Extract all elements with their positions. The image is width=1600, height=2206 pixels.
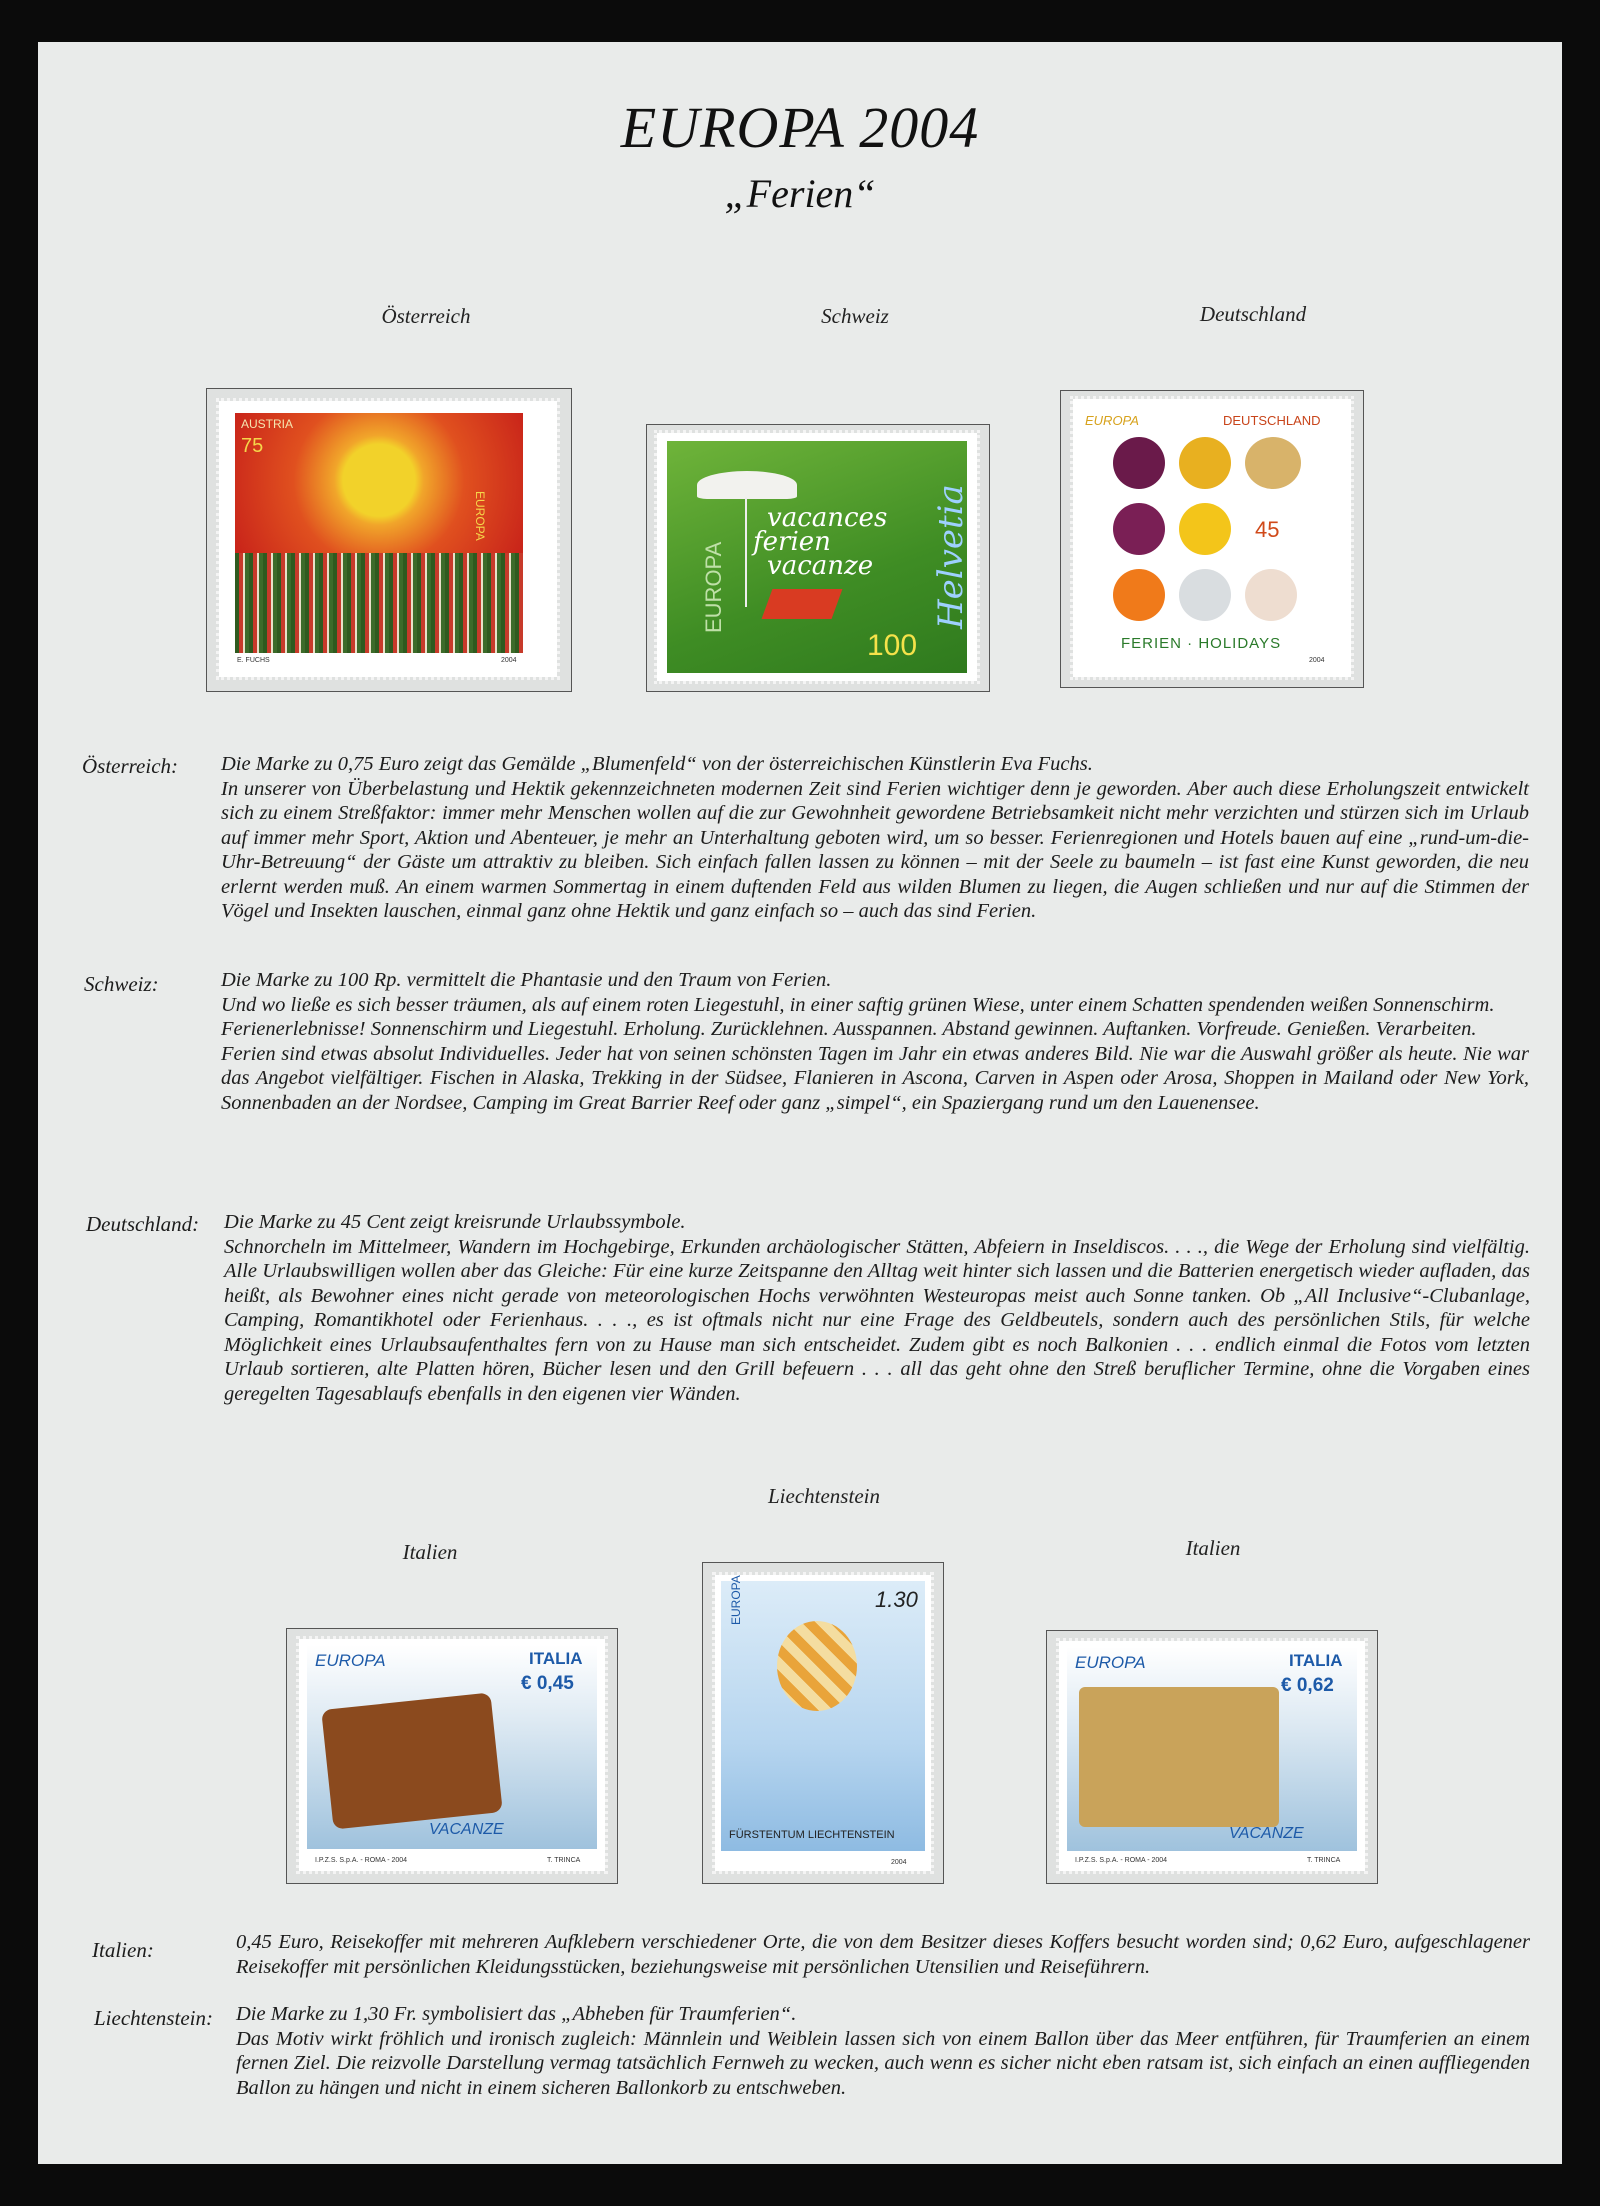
deutschland-line-1: Die Marke zu 45 Cent zeigt kreisrunde Urlaubssymbole. xyxy=(224,1211,686,1233)
stamp-germany-value: 45 xyxy=(1255,517,1280,542)
stamp-switzerland-country: Helvetia xyxy=(931,484,971,629)
liechtenstein-line-2: Das Motiv wirkt fröhlich und ironisch zugleich: Männlein und Weiblein lassen sich von einem Ballon über das Meer entführen, für Traumferien an einem fernen Ziel. Die reizvolle Darstellung vermag tatsächlich Fernweh zu wecken, auch wenn es sicher nicht eben ratsam ist, sich einfach an einen auffliegenden Ballon zu hängen und nicht in einem sicheren Ballonkorb zu entschweben. xyxy=(236,2027,1530,2099)
open-suitcase xyxy=(1079,1687,1279,1827)
stamp-italy-1-caption: VACANZE xyxy=(429,1821,504,1838)
compass-circle xyxy=(1179,569,1231,621)
stamp-italy-1-country: ITALIA xyxy=(529,1649,583,1668)
stamp-italy-1-artist: T. TRINCA xyxy=(547,1857,581,1864)
lens-circle xyxy=(1113,503,1165,555)
stamp-italy-1-europa: EUROPA xyxy=(315,1651,386,1670)
stamp-germany-year: 2004 xyxy=(1309,657,1325,664)
stamp-italy-2-caption: VACANZE xyxy=(1229,1825,1304,1842)
schweiz-line-4: Ferien sind etwas absolut Individuelles. Jeder hat von seinen schönsten Tagen im Jahr ein etwas anderes Bild. Nie war die Auswahl größer als heute. Nie war das Angebot vielfältiger. Fischen in Alaska, Trekking in der Südsee, Flanieren in Ascona, Carven in Aspen oder Arosa, Shoppen in Mailand oder New York, Sonnenbaden an der Nordsee, Camping im Great Barrier Reef oder ganz „simpel“, ein Spaziergang rund um den Lauenensee. xyxy=(221,1042,1529,1114)
stamp-liechtenstein-image xyxy=(721,1581,925,1851)
stamp-mount-austria xyxy=(206,388,572,692)
country-label-italien-2: Italien xyxy=(1185,1536,1241,1560)
stamp-italy-1-value: € 0,45 xyxy=(521,1673,574,1694)
section-text-liechtenstein xyxy=(236,2002,1530,2100)
stamp-mount-germany xyxy=(1060,390,1364,688)
italien-line-1: 0,45 Euro, Reisekoffer mit mehreren Aufklebern verschiedener Orte, die von dem Besitzer dieses Koffers besucht worden sind; 0,62 Euro, aufgeschlagener Reisekoffer mit persönlichen Kleidungsstücken, beziehungsweise mit persönlichen Utensilien und Reiseführern. xyxy=(236,1931,1530,1978)
oesterreich-line-2: In unserer von Überbelastung und Hektik gekennzeichneten modernen Zeit sind Ferien wichtiger denn je geworden. Aber auch diese Erholungszeit entwickelt sich zu einem Streßfaktor: immer mehr Menschen wollen auf die zur Gewohnheit gewordene Betriebsamkeit nicht mehr verzichten und stürzen sich im Urlaub auf immer mehr Sport, Aktion und Abenteuer, je mehr an Unterhaltung geboten wird, um so besser. Ferienregionen und Hotels bauen auf eine „rund-um-die-Uhr-Betreuung“ der Gäste um attraktiv zu bleiben. Sich einfach fallen lassen zu können – mit der Seele zu baumeln – ist fast eine Kunst geworden, die neu erlernt werden muß. An einem warmen Sommertag in einem duftenden Feld aus wilden Blumen zu liegen, die Augen schließen und nur auf die Stimmen der Vögel und Insekten lauschen, einmal ganz ohne Hektik und ganz einfach so – auch das sind Ferien. xyxy=(221,777,1529,922)
stamp-mount-italy-1 xyxy=(286,1628,618,1884)
schweiz-line-1: Die Marke zu 100 Rp. vermittelt die Phantasie und den Traum von Ferien. xyxy=(221,969,832,991)
stamp-italy-2-artist: T. TRINCA xyxy=(1307,1857,1341,1864)
section-label-deutschland: Deutschland: xyxy=(86,1212,200,1236)
stamp-switzerland-line1: vacances xyxy=(767,503,888,533)
section-label-italien: Italien: xyxy=(92,1938,154,1962)
stamp-austria-value: 75 xyxy=(241,435,264,457)
parasol xyxy=(697,471,797,499)
stamp-switzerland-value: 100 xyxy=(867,629,918,662)
stamp-germany xyxy=(1073,399,1351,677)
stamp-italy-2-value: € 0,62 xyxy=(1281,1675,1334,1696)
ice-cream-circle xyxy=(1245,569,1297,621)
stamp-liechtenstein xyxy=(715,1575,931,1871)
stamp-austria-europa: EUROPA xyxy=(473,491,487,541)
stamp-italy-2-country: ITALIA xyxy=(1289,1651,1343,1670)
sunglasses-circle xyxy=(1113,437,1165,489)
page-subtitle: „Ferien“ xyxy=(724,171,876,216)
orange-circle xyxy=(1113,569,1165,621)
stamp-italy-2-printer: I.P.Z.S. S.p.A. - ROMA - 2004 xyxy=(1075,1857,1168,1864)
beach-ball-circle xyxy=(1179,437,1231,489)
straw-hat-circle xyxy=(1245,437,1301,489)
sunflower-circle xyxy=(1179,503,1231,555)
stamp-liechtenstein-caption: FÜRSTENTUM LIECHTENSTEIN xyxy=(729,1829,895,1841)
stamp-italy-2 xyxy=(1059,1641,1365,1871)
stamp-austria xyxy=(219,401,557,677)
schweiz-line-3: Ferienerlebnisse! Sonnenschirm und Liegestuhl. Erholung. Zurücklehnen. Ausspannen. Abstand gewinnen. Auftanken. Vorfreude. Genießen. Verarbeiten. xyxy=(221,1018,1477,1040)
section-label-oesterreich: Österreich: xyxy=(82,754,179,778)
stamp-austria-artist: E. FUCHS xyxy=(237,657,270,664)
stamp-mount-italy-2 xyxy=(1046,1630,1378,1884)
country-label-italien-1: Italien xyxy=(402,1540,458,1564)
section-label-liechtenstein: Liechtenstein: xyxy=(94,2006,213,2030)
stamp-liechtenstein-value: 1.30 xyxy=(875,1587,918,1612)
stamp-germany-country: DEUTSCHLAND xyxy=(1223,413,1321,428)
page-title: EUROPA 2004 xyxy=(620,95,980,160)
section-label-schweiz: Schweiz: xyxy=(84,972,159,996)
parasol-pole xyxy=(745,497,747,607)
stamp-italy-2-europa: EUROPA xyxy=(1075,1653,1146,1672)
schweiz-line-2: Und wo ließe es sich besser träumen, als auf einem roten Liegestuhl, in einer saftig grünen Wiese, unter einem Schatten spendenden weißen Sonnenschirm. xyxy=(221,993,1495,1016)
oesterreich-line-1: Die Marke zu 0,75 Euro zeigt das Gemälde „Blumenfeld“ von der österreichischen Künstlerin Eva Fuchs. xyxy=(221,753,1093,775)
stamp-austria-country: AUSTRIA xyxy=(241,417,294,431)
country-label-schweiz: Schweiz xyxy=(821,304,889,328)
balloon xyxy=(777,1621,857,1711)
deutschland-line-2: Schnorcheln im Mittelmeer, Wandern im Hochgebirge, Erkunden archäologischer Stätten, Abfeiern in Inseldiscos. . . ., die Wege der Erholung sind vielfältig. Alle Urlaubswilligen wollen aber das Gleiche: Für eine kurze Zeitspanne den Alltag weit hinter sich lassen und die Batterien energetisch wieder aufladen, das heißt, als Bewohner eines nicht gerade von meteorologischen Hochs verwöhnten Westeuropas meist auch Sonne tanken. Ob „All Inclusive“-Clubanlage, Camping, Romantikhotel oder Ferienhaus. . . ., es ist oftmals nicht nur eine Frage des Geldbeutels, sondern auch des persönlichen Stils, für welche Möglichkeit eines Urlaubsaufenthaltes fern von zu Hause man sich entscheidet. Zudem gibt es noch Balkonien . . . endlich einmal die Fotos vom letzten Urlaub sortieren, alte Platten hören, Bücher lesen und den Grill befeuern . . . all das geht ohne den Streß beruflicher Termine, ohne die Vorgaben eines geregelten Tagesablaufs ebenfalls in den eigenen vier Wänden. xyxy=(224,1235,1530,1405)
stamp-italy-1-printer: I.P.Z.S. S.p.A. - ROMA - 2004 xyxy=(315,1857,408,1864)
stamp-germany-europa: EUROPA xyxy=(1085,413,1139,428)
section-text-deutschland xyxy=(224,1210,1530,1406)
section-text-italien xyxy=(236,1930,1530,1979)
country-label-oesterreich: Österreich xyxy=(381,304,471,328)
stamp-switzerland-europa: EUROPA xyxy=(701,541,726,633)
liechtenstein-line-1: Die Marke zu 1,30 Fr. symbolisiert das „Abheben für Traumferien“. xyxy=(236,2003,797,2025)
album-page xyxy=(38,42,1562,2164)
stamp-mount-liechtenstein xyxy=(702,1562,944,1884)
suitcase xyxy=(321,1692,503,1829)
deck-chair xyxy=(762,589,843,619)
country-label-deutschland: Deutschland xyxy=(1199,302,1307,326)
stamp-switzerland xyxy=(657,433,977,681)
stamp-switzerland-line3: vacanze xyxy=(767,551,874,581)
stamp-italy-1 xyxy=(299,1639,605,1871)
stamp-mount-switzerland xyxy=(646,424,990,692)
stamp-switzerland-line2: ferien xyxy=(753,527,831,557)
stamp-liechtenstein-europa: EUROPA xyxy=(729,1575,743,1625)
country-label-liechtenstein: Liechtenstein xyxy=(768,1484,880,1508)
section-text-oesterreich xyxy=(221,752,1529,924)
stamp-austria-year: 2004 xyxy=(501,657,517,664)
section-text-schweiz xyxy=(221,968,1529,1115)
flower-field xyxy=(235,553,523,653)
stamp-germany-caption: FERIEN · HOLIDAYS xyxy=(1121,635,1282,652)
stamp-liechtenstein-year: 2004 xyxy=(891,1859,907,1866)
